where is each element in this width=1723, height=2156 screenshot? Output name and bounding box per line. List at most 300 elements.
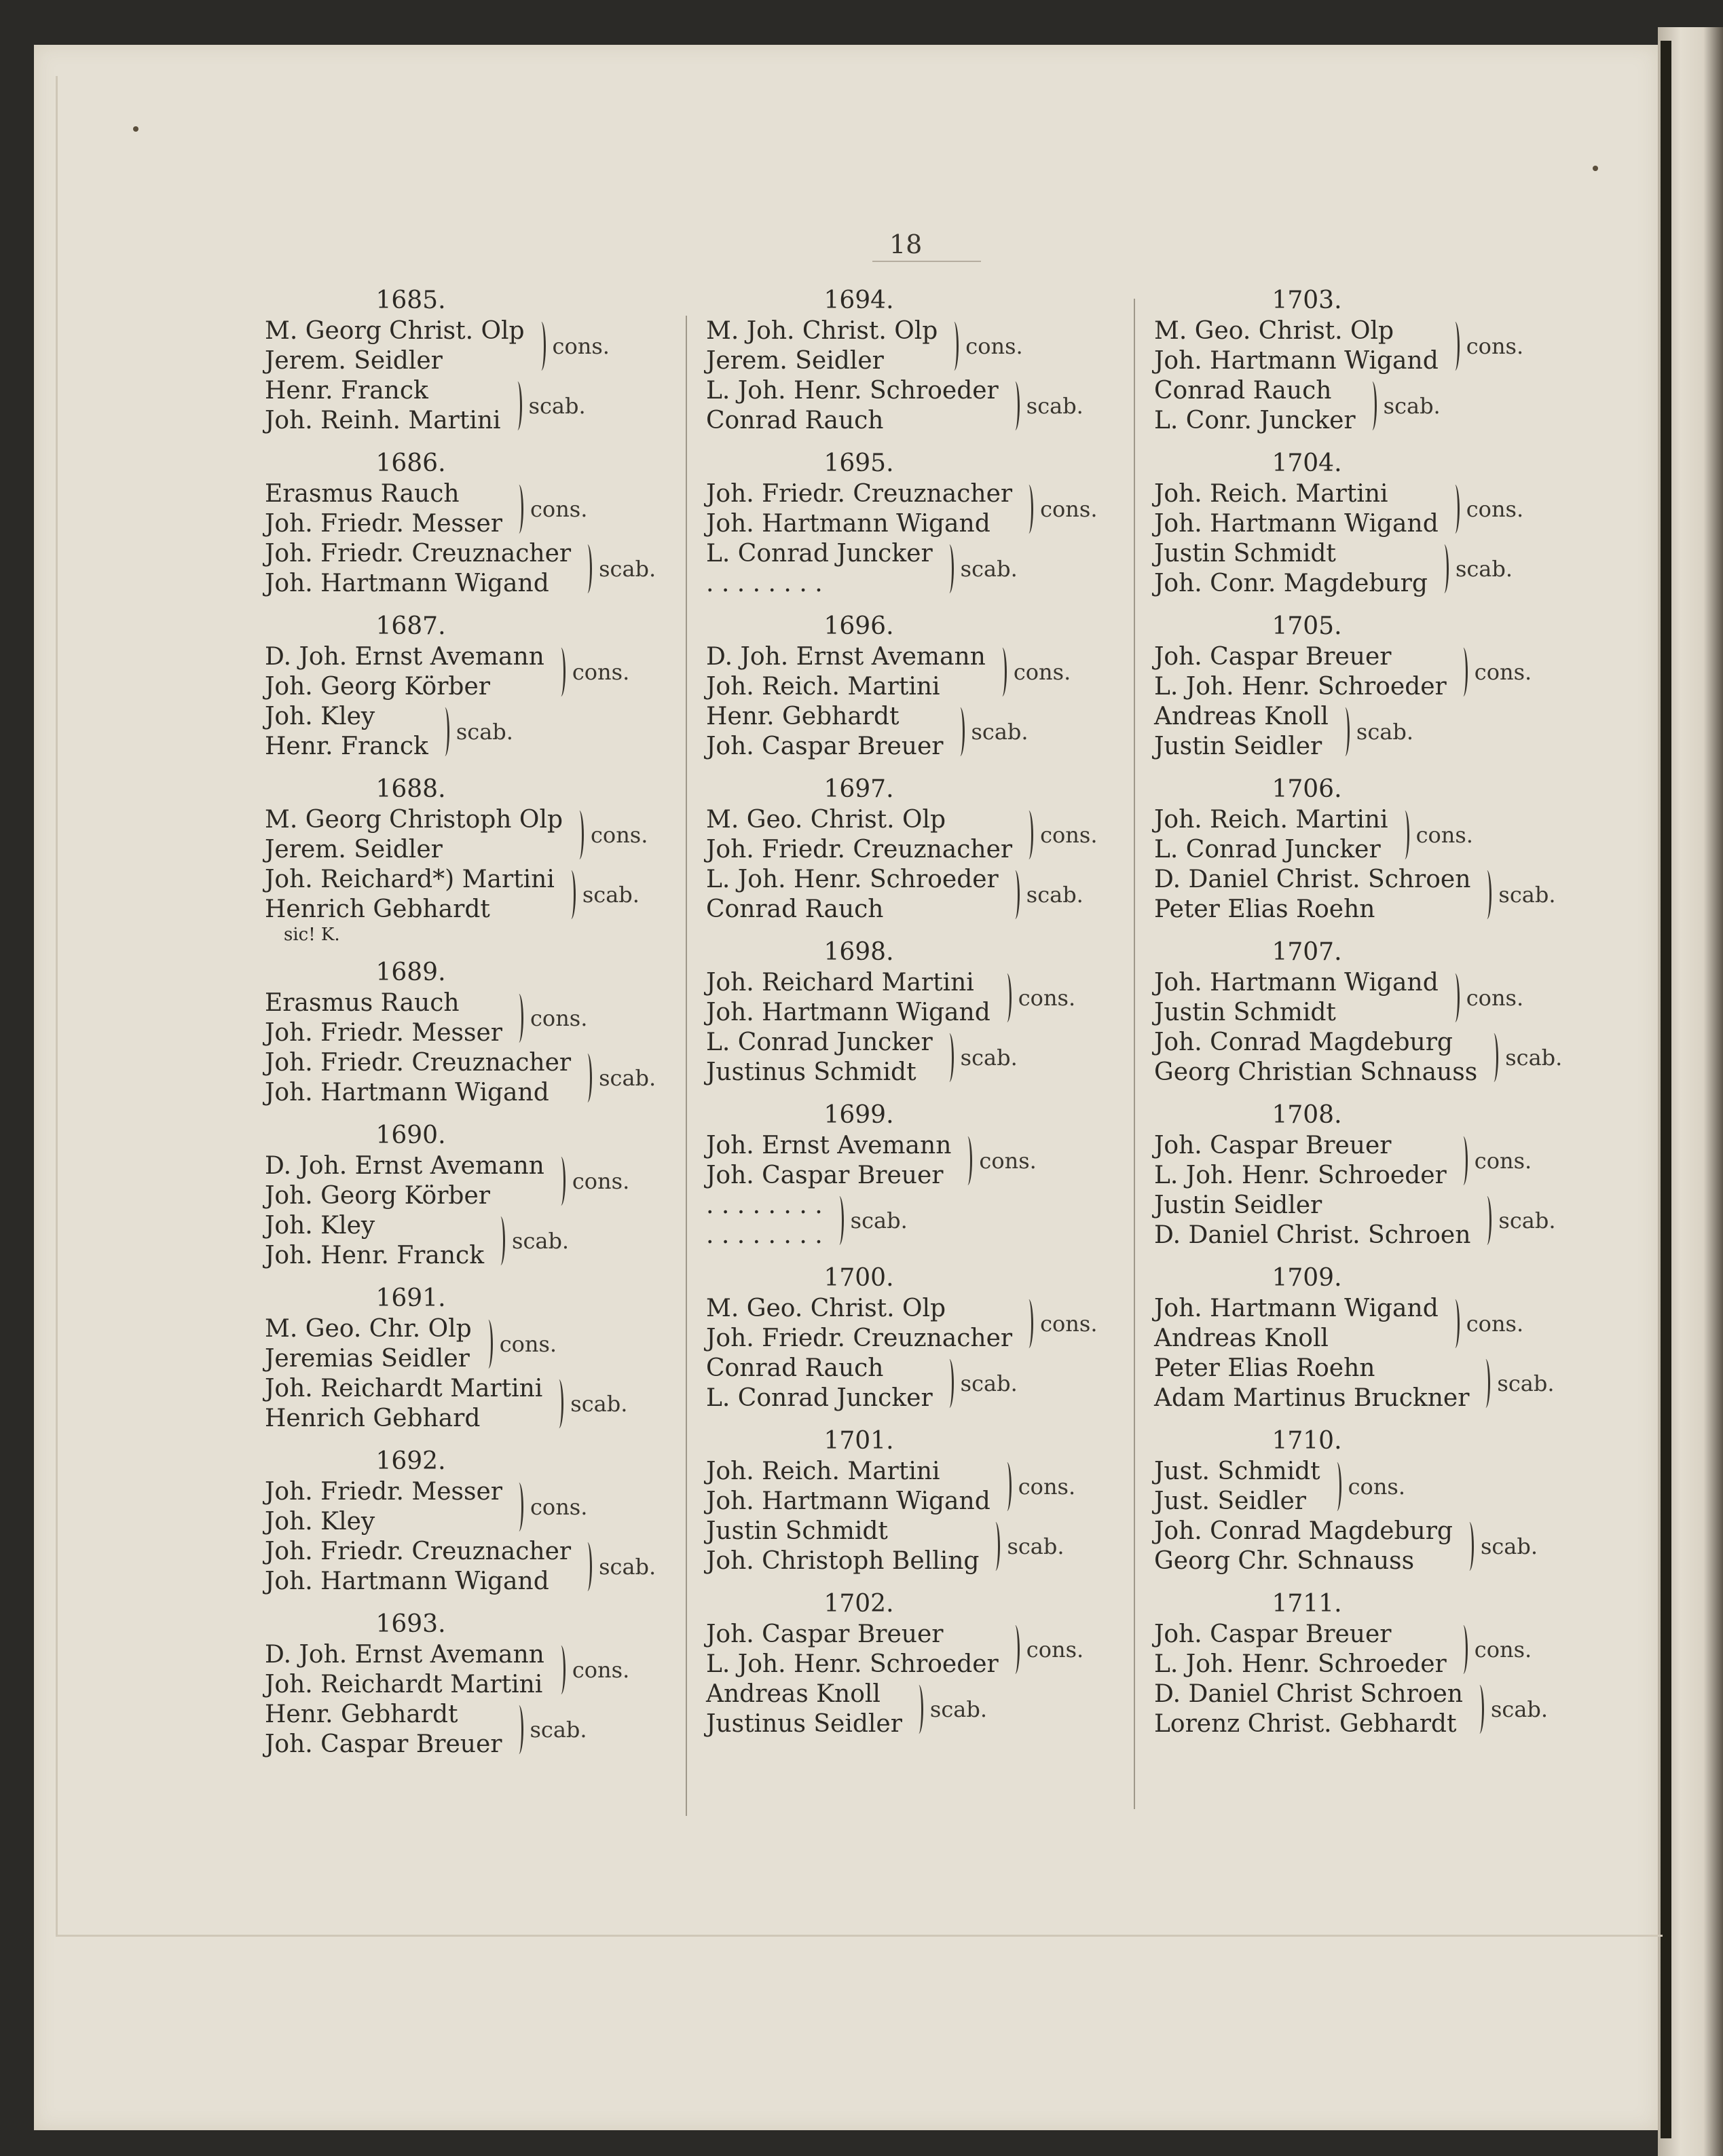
year-block [265, 774, 672, 945]
office-role-label: cons. [552, 333, 610, 359]
person-name: L. Joh. Henr. Schroeder [1154, 1161, 1447, 1189]
brace-mark [942, 544, 954, 593]
name-list [706, 1517, 979, 1576]
name-list [1154, 1131, 1447, 1191]
paper-speck [133, 126, 138, 132]
year-block [706, 1100, 1127, 1250]
person-name: Joh. Hartmann Wigand [1154, 1295, 1439, 1322]
office-role-label: cons. [1474, 659, 1532, 685]
office-role-label: scab. [960, 1371, 1018, 1396]
office-role-label: scab. [1026, 882, 1083, 908]
column-3 [1154, 285, 1575, 1751]
person-name: Joh. Conrad Magdeburg [1154, 1517, 1453, 1545]
brace-mark [512, 1705, 523, 1754]
office-group [706, 479, 1127, 539]
year-heading: 1690. [375, 1121, 446, 1149]
office-role-label: scab. [570, 1391, 628, 1417]
office-role-label: scab. [960, 556, 1018, 582]
person-name: Jerem. Seidler [265, 347, 443, 375]
year-block [706, 285, 1127, 436]
person-name: L. Conrad Juncker [706, 1028, 933, 1056]
brace-mark [438, 707, 449, 756]
person-name: Conrad Rauch [706, 407, 884, 434]
brace-mark [1487, 1033, 1498, 1082]
year-block [1154, 774, 1575, 925]
person-name: Justin Schmidt [1154, 540, 1336, 568]
office-role-label: scab. [530, 1717, 587, 1743]
paper-speck [1593, 166, 1598, 171]
person-name: Adam Martinus Bruckner [1154, 1384, 1470, 1412]
person-name: Joh. Conrad Magdeburg [1154, 1028, 1453, 1056]
year-heading: 1711. [1272, 1590, 1342, 1618]
person-name: Henrich Gebhard [265, 1405, 481, 1432]
office-group [265, 1640, 672, 1700]
office-group [1154, 539, 1575, 599]
brace-mark [1448, 485, 1460, 534]
office-role-label: cons. [530, 496, 588, 522]
name-list [1154, 702, 1329, 762]
name-list [706, 1354, 933, 1413]
year-heading: 1686. [375, 449, 446, 477]
office-role-label: scab. [1490, 1696, 1549, 1722]
office-role-label: scab. [971, 719, 1029, 745]
year-heading: 1700. [823, 1264, 894, 1292]
person-name: Just. Seidler [1154, 1487, 1306, 1515]
person-name: Justin Seidler [1154, 1191, 1322, 1219]
year-heading: 1687. [375, 612, 446, 640]
person-name: Joh. Hartmann Wigand [265, 1079, 549, 1107]
office-role-label: scab. [850, 1208, 908, 1233]
name-list [1154, 1028, 1477, 1088]
name-list [265, 702, 428, 762]
year-block [706, 774, 1127, 925]
brace-mark [1448, 973, 1460, 1022]
name-list [706, 805, 1012, 865]
person-name: Andreas Knoll [706, 1680, 881, 1708]
year-heading: 1693. [375, 1610, 446, 1638]
person-name: Georg Chr. Schnauss [1154, 1547, 1415, 1575]
year-block [1154, 1426, 1575, 1576]
person-name: Joh. Friedr. Creuznacher [706, 480, 1013, 508]
person-name: Joh. Friedr. Messer [265, 510, 502, 538]
office-group [706, 642, 1127, 702]
year-heading: 1696. [823, 612, 894, 640]
name-list [706, 1131, 951, 1191]
person-name: M. Georg Christoph Olp [265, 806, 563, 834]
name-list [265, 865, 555, 925]
office-role-label: scab. [960, 1045, 1018, 1071]
brace-mark [942, 1033, 954, 1082]
brace-mark [1008, 870, 1020, 919]
office-group [706, 1517, 1127, 1576]
brace-mark [564, 870, 576, 919]
year-heading: 1699. [823, 1101, 894, 1129]
brace-mark [580, 1054, 592, 1102]
office-group [1154, 702, 1575, 762]
office-group [1154, 316, 1575, 376]
office-role-label: cons. [979, 1148, 1037, 1174]
office-role-label: cons. [1026, 1637, 1084, 1662]
person-name: Georg Christian Schnauss [1154, 1058, 1478, 1086]
name-list [706, 642, 986, 702]
brace-mark [1338, 707, 1350, 756]
name-list [265, 479, 502, 539]
brace-mark [961, 1136, 972, 1185]
person-name: Joh. Reinh. Martini [265, 407, 501, 434]
office-role-label: cons. [1474, 1148, 1532, 1174]
year-block [265, 1283, 672, 1434]
office-role-label: cons. [1013, 659, 1071, 685]
year-block [265, 611, 672, 762]
office-group [706, 316, 1127, 376]
page-number: 18 [889, 229, 923, 259]
name-list [1154, 805, 1388, 865]
office-group [706, 1294, 1127, 1354]
name-list [706, 865, 999, 925]
office-role-label: cons. [1466, 985, 1524, 1011]
office-group [265, 1374, 672, 1434]
brace-mark [1330, 1462, 1341, 1511]
person-name: Joh. Hartmann Wigand [706, 1487, 990, 1515]
name-list [1154, 1354, 1469, 1413]
brace-mark [572, 811, 584, 859]
office-role-label: cons. [1040, 496, 1098, 522]
name-list [1154, 1517, 1453, 1576]
name-list [706, 1679, 902, 1739]
person-name: Joh. Caspar Breuer [1154, 1620, 1392, 1648]
person-name: Joh. Caspar Breuer [706, 732, 944, 760]
year-heading: 1694. [823, 286, 894, 314]
person-name: L. Joh. Henr. Schroeder [706, 377, 999, 405]
office-group [1154, 865, 1575, 925]
brace-mark [988, 1522, 1000, 1571]
brace-mark [1462, 1522, 1474, 1571]
year-block [706, 1426, 1127, 1576]
person-name: Joh. Hartmann Wigand [1154, 969, 1439, 997]
brace-mark [832, 1196, 844, 1245]
person-name: Henr. Gebhardt [706, 703, 900, 730]
office-group [706, 1457, 1127, 1517]
office-group [265, 865, 672, 925]
person-name: Joh. Kley [265, 703, 375, 730]
office-group [265, 316, 672, 376]
brace-mark [552, 1379, 563, 1428]
office-group [706, 376, 1127, 436]
name-list [1154, 642, 1447, 702]
person-name: Joh. Ernst Avemann [706, 1132, 952, 1159]
person-name: M. Geo. Christ. Olp [706, 806, 946, 834]
brace-mark [1448, 1299, 1460, 1348]
name-list [265, 642, 544, 702]
office-group [1154, 1354, 1575, 1413]
office-group [706, 968, 1127, 1028]
column-divider [686, 316, 687, 1816]
year-heading: 1689. [375, 959, 446, 986]
brace-mark [953, 707, 965, 756]
brace-mark [1472, 1685, 1484, 1734]
year-block [1154, 937, 1575, 1088]
brace-mark [1008, 382, 1020, 430]
office-role-label: cons. [1466, 496, 1524, 522]
person-name: Joh. Reich. Martini [1154, 806, 1388, 834]
office-role-label: cons. [1466, 333, 1524, 359]
office-role-label: cons. [965, 333, 1023, 359]
person-name: Henr. Gebhardt [265, 1700, 458, 1728]
office-group [1154, 1679, 1575, 1739]
year-heading: 1685. [375, 286, 446, 314]
brace-mark [947, 322, 959, 371]
office-group [265, 642, 672, 702]
name-list [265, 539, 571, 599]
office-group [265, 1537, 672, 1597]
person-name: . . . . . . . . [706, 570, 823, 597]
brace-mark [912, 1685, 923, 1734]
year-heading: 1697. [823, 775, 894, 803]
office-group [706, 539, 1127, 599]
brace-mark [1456, 648, 1468, 696]
name-list [706, 702, 944, 762]
office-role-label: scab. [582, 882, 640, 908]
name-list [706, 1028, 933, 1088]
person-name: L. Conr. Juncker [1154, 407, 1356, 434]
name-list [265, 1537, 571, 1597]
person-name: Joh. Kley [265, 1212, 375, 1240]
page-gutter-shadow [1661, 41, 1671, 2138]
year-heading: 1704. [1272, 449, 1342, 477]
year-block [265, 1120, 672, 1271]
person-name: Joh. Reichardt Martini [265, 1375, 543, 1402]
year-heading: 1707. [1272, 938, 1342, 966]
office-role-label: scab. [599, 1065, 656, 1091]
person-name: Justin Schmidt [706, 1517, 888, 1545]
brace-mark [512, 1483, 523, 1531]
office-role-label: scab. [528, 393, 586, 419]
office-role-label: scab. [456, 719, 513, 745]
year-block [1154, 285, 1575, 436]
person-name: Joh. Georg Körber [265, 673, 490, 701]
person-name: Joh. Friedr. Creuznacher [265, 540, 572, 568]
person-name: L. Conrad Juncker [1154, 836, 1381, 863]
brace-mark [1365, 382, 1377, 430]
name-list [706, 968, 990, 1028]
person-name: Jerem. Seidler [706, 347, 884, 375]
year-block [1154, 1100, 1575, 1250]
office-group [706, 1131, 1127, 1191]
brace-mark [554, 1646, 566, 1694]
office-group [265, 539, 672, 599]
person-name: Erasmus Rauch [265, 480, 460, 508]
person-name: L. Conrad Juncker [706, 1384, 933, 1412]
brace-mark [942, 1359, 954, 1408]
brace-mark [995, 648, 1007, 696]
footnote: sic! K. [284, 925, 340, 945]
office-role-label: scab. [1498, 882, 1556, 908]
brace-mark [554, 1157, 566, 1206]
person-name: M. Joh. Christ. Olp [706, 317, 938, 345]
name-list [265, 316, 525, 376]
person-name: Peter Elias Roehn [1154, 895, 1375, 923]
office-group [1154, 1191, 1575, 1250]
person-name: M. Geo. Chr. Olp [265, 1315, 472, 1343]
name-list [265, 805, 563, 865]
person-name: Joh. Friedr. Messer [265, 1019, 502, 1047]
office-role-label: cons. [530, 1494, 588, 1520]
person-name: . . . . . . . . [706, 1191, 823, 1219]
person-name: Joh. Henr. Franck [265, 1242, 485, 1269]
year-heading: 1688. [375, 775, 446, 803]
year-block [706, 448, 1127, 599]
year-heading: 1708. [1272, 1101, 1342, 1129]
office-group [1154, 968, 1575, 1028]
person-name: Joh. Hartmann Wigand [706, 999, 990, 1026]
brace-mark [1479, 1359, 1490, 1408]
person-name: Justinus Schmidt [706, 1058, 916, 1086]
office-role-label: scab. [1480, 1534, 1538, 1559]
office-role-label: cons. [1018, 1474, 1076, 1500]
office-role-label: scab. [929, 1696, 987, 1722]
person-name: Peter Elias Roehn [1154, 1354, 1375, 1382]
brace-mark [534, 322, 546, 371]
name-list [1154, 479, 1439, 539]
year-heading: 1705. [1272, 612, 1342, 640]
office-role-label: cons. [1415, 822, 1473, 848]
year-block [706, 1588, 1127, 1739]
brace-mark [1437, 544, 1449, 593]
brace-mark [1022, 811, 1033, 859]
office-group [706, 805, 1127, 865]
year-block [1154, 1263, 1575, 1413]
person-name: Joh. Conr. Magdeburg [1154, 570, 1428, 597]
person-name: Joh. Hartmann Wigand [1154, 510, 1439, 538]
name-list [1154, 865, 1470, 925]
name-list [265, 376, 501, 436]
year-block [706, 611, 1127, 762]
brace-mark [481, 1320, 493, 1369]
year-block [265, 1446, 672, 1597]
name-list [1154, 1620, 1447, 1679]
year-heading: 1695. [823, 449, 894, 477]
person-name: M. Georg Christ. Olp [265, 317, 525, 345]
person-name: Henr. Franck [265, 732, 428, 760]
name-list [706, 1294, 1012, 1354]
person-name: Joh. Hartmann Wigand [706, 510, 990, 538]
name-list [265, 1314, 472, 1374]
year-heading: 1710. [1272, 1427, 1342, 1455]
office-group [1154, 1620, 1575, 1679]
brace-mark [1480, 1196, 1492, 1245]
column-1 [265, 285, 672, 1772]
person-name: Conrad Rauch [706, 895, 884, 923]
person-name: Joh. Friedr. Messer [265, 1478, 502, 1506]
name-list [265, 1477, 502, 1537]
office-group [265, 1211, 672, 1271]
year-block [1154, 448, 1575, 599]
person-name: Joh. Friedr. Creuznacher [706, 1324, 1013, 1352]
brace-mark [1448, 322, 1460, 371]
name-list [706, 316, 938, 376]
office-role-label: cons. [591, 822, 648, 848]
office-role-label: scab. [1026, 393, 1083, 419]
name-list [1154, 539, 1428, 599]
name-list [706, 1620, 999, 1679]
name-list [265, 1048, 571, 1108]
office-role-label: scab. [599, 556, 656, 582]
office-role-label: scab. [1505, 1045, 1563, 1071]
name-list [265, 1640, 544, 1700]
person-name: Joh. Reich. Martini [706, 673, 940, 701]
office-role-label: cons. [1018, 985, 1076, 1011]
office-group [706, 702, 1127, 762]
year-heading: 1698. [823, 938, 894, 966]
office-group [1154, 1131, 1575, 1191]
person-name: Just. Schmidt [1154, 1457, 1320, 1485]
year-block [265, 957, 672, 1108]
person-name: Conrad Rauch [706, 1354, 884, 1382]
office-group [706, 1620, 1127, 1679]
brace-mark [512, 485, 523, 534]
person-name: Joh. Reichardt Martini [265, 1671, 543, 1698]
office-group [265, 479, 672, 539]
person-name: Joh. Christoph Belling [706, 1547, 980, 1575]
person-name: Joh. Hartmann Wigand [265, 1567, 549, 1595]
person-name: Joh. Reich. Martini [706, 1457, 940, 1485]
person-name: Joh. Georg Körber [265, 1182, 490, 1210]
office-group [265, 702, 672, 762]
office-group [265, 1048, 672, 1108]
year-heading: 1706. [1272, 775, 1342, 803]
office-group [1154, 1457, 1575, 1517]
name-list [265, 1211, 484, 1271]
column-2 [706, 285, 1127, 1751]
person-name: Andreas Knoll [1154, 1324, 1329, 1352]
name-list [265, 1151, 544, 1211]
brace-mark [512, 994, 523, 1043]
brace-mark [1022, 485, 1033, 534]
office-group [265, 1700, 672, 1760]
person-name: L. Conrad Juncker [706, 540, 933, 568]
office-group [706, 1354, 1127, 1413]
office-group [265, 376, 672, 436]
person-name: L. Joh. Henr. Schroeder [706, 866, 999, 893]
office-group [1154, 1517, 1575, 1576]
person-name: Justin Seidler [1154, 732, 1322, 760]
brace-mark [1398, 811, 1409, 859]
person-name: Joh. Friedr. Creuznacher [265, 1049, 572, 1077]
year-block [1154, 1588, 1575, 1739]
year-block [706, 937, 1127, 1088]
person-name: Justin Schmidt [1154, 999, 1336, 1026]
person-name: Joh. Caspar Breuer [706, 1620, 944, 1648]
year-heading: 1692. [375, 1447, 446, 1475]
office-group [265, 1477, 672, 1537]
name-list [1154, 316, 1439, 376]
brace-mark [494, 1216, 505, 1265]
name-list [265, 1374, 542, 1434]
year-heading: 1701. [823, 1427, 894, 1455]
name-list [706, 539, 933, 599]
office-role-label: cons. [499, 1331, 557, 1357]
brace-mark [1000, 1462, 1012, 1511]
person-name: Jeremias Seidler [265, 1345, 470, 1373]
name-list [1154, 376, 1356, 436]
year-heading: 1702. [823, 1590, 894, 1618]
person-name: Joh. Caspar Breuer [1154, 643, 1392, 671]
brace-mark [1456, 1136, 1468, 1185]
person-name: Joh. Hartmann Wigand [265, 570, 549, 597]
brace-mark [511, 382, 522, 430]
person-name: Erasmus Rauch [265, 989, 460, 1017]
name-list [706, 479, 1012, 539]
